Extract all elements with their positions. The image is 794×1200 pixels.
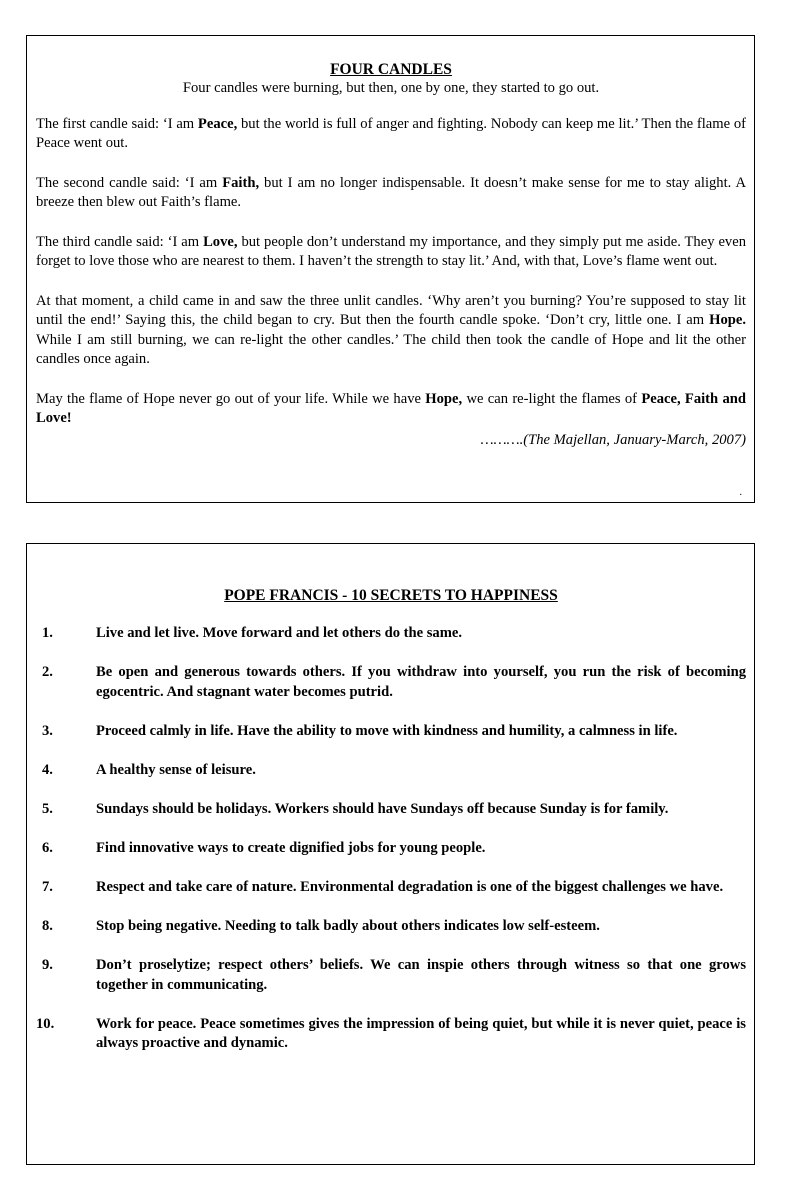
- text-run: we can re-light the flames of: [462, 390, 642, 407]
- secret-number: 2.: [42, 664, 53, 681]
- text-run: While I am still burning, we can re-light the other candles.’ The child then took the candle of Hope and lit the other candles once again.: [36, 331, 746, 367]
- bold-word: Love,: [203, 233, 238, 250]
- secret-item: [36, 917, 746, 937]
- secret-text: Sundays should be holidays. Workers should have Sundays off because Sunday is for family.: [96, 800, 669, 817]
- secret-item: [36, 663, 746, 702]
- trailing-dot: .: [739, 487, 742, 498]
- secret-text: A healthy sense of leisure.: [96, 761, 256, 778]
- secret-number: 3.: [42, 722, 53, 739]
- text-run: but I am no longer indispensable. It doesn’t make sense for me to stay alight. A breeze then blew out Faith’s flame.: [36, 174, 746, 210]
- secret-item: [36, 878, 746, 898]
- candle-paragraph-hope: [36, 292, 746, 370]
- secret-number: 7.: [42, 879, 53, 896]
- text-run: May the flame of Hope never go out of your life. While we have: [36, 390, 426, 407]
- secrets-title: POPE FRANCIS - 10 SECRETS TO HAPPINESS: [224, 587, 558, 604]
- secret-number: 6.: [42, 839, 53, 856]
- secret-text: Respect and take care of nature. Environmental degradation is one of the biggest challenges we have.: [96, 879, 724, 896]
- candle-paragraph-closing: [36, 390, 746, 429]
- text-run: but people don’t understand my importance, and they simply put me aside. They even forget to love those who are nearest to them. I haven’t the strength to stay lit.’ And, with that, Love’s flame went out.: [36, 233, 746, 269]
- secret-text: Find innovative ways to create dignified jobs for young people.: [96, 839, 486, 856]
- text-run: The second candle said: ‘I am: [36, 174, 223, 191]
- attribution: ……….(The Majellan, January-March, 2007): [480, 431, 746, 448]
- secret-item: [36, 761, 746, 781]
- secret-text: Be open and generous towards others. If you withdraw into yourself, you run the risk of becoming egocentric. And stagnant water becomes putrid.: [96, 664, 746, 700]
- secret-text: Don’t proselytize; respect others’ beliefs. We can inspie others through witness so that one grows together in communicating.: [96, 957, 746, 993]
- text-run: but the world is full of anger and fighting. Nobody can keep me lit.’ Then the flame of Peace went out.: [36, 115, 746, 151]
- secrets-box: [26, 543, 755, 1165]
- candle-paragraph-peace: [36, 115, 746, 154]
- secret-text: Stop being negative. Needing to talk badly about others indicates low self-esteem.: [96, 918, 600, 935]
- secret-item: [36, 839, 746, 859]
- secret-item: [36, 800, 746, 820]
- secrets-list: [36, 624, 746, 1054]
- secret-number: 5.: [42, 800, 53, 817]
- four-candles-box: [26, 35, 755, 503]
- secret-number: 4.: [42, 761, 53, 778]
- secret-number: 8.: [42, 918, 53, 935]
- secret-item: [36, 722, 746, 742]
- bold-word: Faith,: [222, 174, 260, 191]
- text-run: The first candle said: ‘I am: [36, 115, 198, 132]
- secret-number: 9.: [42, 957, 53, 974]
- text-run: At that moment, a child came in and saw the three unlit candles. ‘Why aren’t you burning? You’re supposed to stay lit until the end!’ Saying this, the child began to cry. But then the fourth candle spoke. ‘Don’t cry, little one. I am: [36, 292, 746, 328]
- bold-word: Peace, Faith and Love!: [36, 390, 746, 426]
- bold-word: Hope,: [425, 390, 463, 407]
- secret-text: Live and let live. Move forward and let others do the same.: [96, 625, 463, 641]
- bold-word: Peace,: [197, 115, 238, 132]
- secret-text: Proceed calmly in life. Have the ability to move with kindness and humility, a calmness in life.: [96, 722, 678, 739]
- secret-text: Work for peace. Peace sometimes gives the impression of being quiet, but while it is never quiet, peace is always proactive and dynamic.: [96, 1015, 746, 1052]
- secret-item: [36, 624, 746, 644]
- four-candles-subtitle: Four candles were burning, but then, one by one, they started to go out.: [182, 80, 600, 96]
- secret-item: [36, 956, 746, 995]
- text-run: The third candle said: ‘I am: [36, 233, 204, 250]
- secret-number: 10.: [36, 1015, 55, 1032]
- candle-paragraph-faith: [36, 174, 746, 213]
- secret-number: 1.: [42, 625, 53, 641]
- four-candles-title: FOUR CANDLES: [330, 61, 452, 78]
- bold-word: Hope.: [709, 312, 746, 328]
- candle-paragraph-love: [36, 233, 746, 272]
- secret-item: [36, 1015, 746, 1054]
